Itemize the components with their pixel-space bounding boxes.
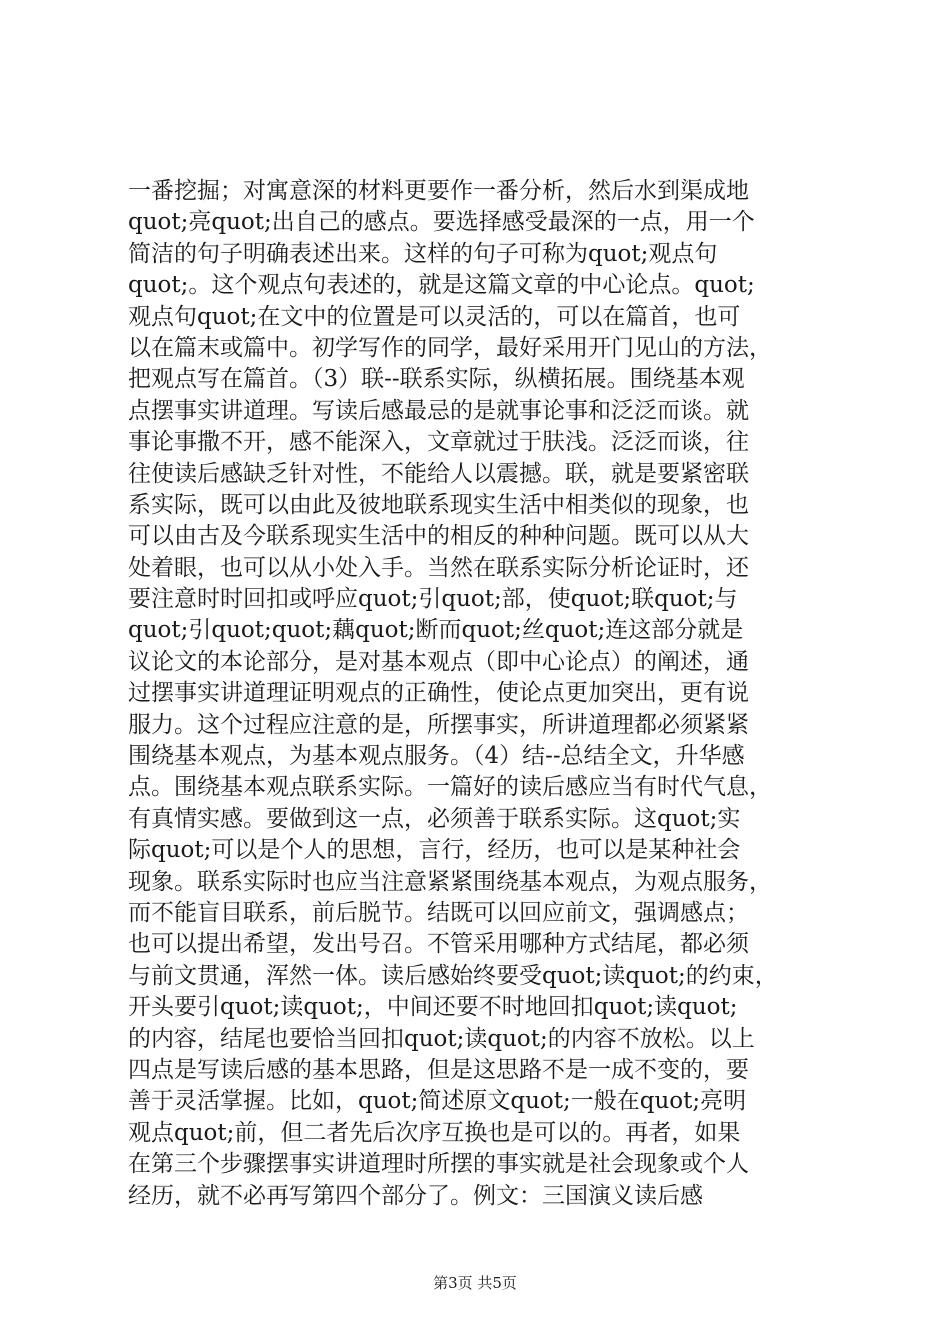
page-footer: 第3页 共5页 [433, 1274, 517, 1292]
body-text [128, 176, 840, 1212]
text-line: 现象。联系实际时也应当注意紧紧围绕基本观点，为观点服务， [128, 868, 772, 895]
text-line: 围绕基本观点，为基本观点服务。（4）结--总结全文，升华感 [128, 743, 745, 770]
text-line: 处着眼，也可以从小处入手。当然在联系实际分析论证时，还 [128, 554, 749, 581]
text-line: quot;引quot;quot;藕quot;断而quot;丝quot;连这部分就是 [128, 617, 744, 644]
text-line: 际quot;可以是个人的思想，言行，经历，也可以是某种社会 [128, 837, 741, 864]
text-line: quot;亮quot;出自己的感点。要选择感受最深的一点，用一个 [128, 209, 755, 236]
text-line: 有真情实感。要做到这一点，必须善于联系实际。这quot;实 [128, 805, 741, 832]
text-line: 的内容，结尾也要恰当回扣quot;读quot;的内容不放松。以上 [128, 1025, 755, 1052]
text-line: 简洁的句子明确表述出来。这样的句子可称为quot;观点句 [128, 240, 718, 267]
text-line: 经历，就不必再写第四个部分了。例文：三国演义读后感 [128, 1182, 703, 1209]
text-line: 也可以提出希望，发出号召。不管采用哪种方式结尾，都必须 [128, 931, 749, 958]
text-line: 观点句quot;在文中的位置是可以灵活的，可以在篇首，也可 [128, 303, 741, 330]
text-line: 一番挖掘；对寓意深的材料更要作一番分析，然后水到渠成地 [128, 178, 749, 204]
text-line: 点。围绕基本观点联系实际。一篇好的读后感应当有时代气息， [128, 774, 772, 801]
text-line: 与前文贯通，浑然一体。读后感始终要受quot;读quot;的约束， [128, 962, 778, 989]
text-line: 议论文的本论部分，是对基本观点（即中心论点）的阐述，通 [128, 648, 749, 675]
text-line: 开头要引quot;读quot;，中间还要不时地回扣quot;读quot; [128, 994, 738, 1021]
text-line: 把观点写在篇首。（3）联--联系实际，纵横拓展。围绕基本观 [128, 366, 745, 393]
text-line: 以在篇末或篇中。初学写作的同学，最好采用开门见山的方法， [128, 334, 772, 361]
text-line: 往使读后感缺乏针对性，不能给人以震撼。联，就是要紧密联 [128, 460, 749, 487]
text-line: quot;。这个观点句表述的，就是这篇文章的中心论点。quot; [128, 272, 755, 299]
text-line: 四点是写读后感的基本思路，但是这思路不是一成不变的，要 [128, 1056, 749, 1083]
text-line: 在第三个步骤摆事实讲道理时所摆的事实就是社会现象或个人 [128, 1151, 749, 1178]
text-line: 系实际，既可以由此及彼地联系现实生活中相类似的现象，也 [128, 491, 749, 518]
text-line: 事论事撒不开，感不能深入，文章就过于肤浅。泛泛而谈，往 [128, 429, 749, 456]
text-line: 善于灵活掌握。比如，quot;简述原文quot;一般在quot;亮明 [128, 1088, 747, 1115]
text-line: 可以由古及今联系现实生活中的相反的种种问题。既可以从大 [128, 523, 749, 550]
text-line: 要注意时时回扣或呼应quot;引quot;部，使quot;联quot;与 [128, 586, 738, 613]
text-line: 过摆事实讲道理证明观点的正确性，使论点更加突出，更有说 [128, 680, 749, 707]
text-line: 点摆事实讲道理。写读后感最忌的是就事论事和泛泛而谈。就 [128, 397, 749, 424]
text-line: 服力。这个过程应注意的是，所摆事实，所讲道理都必须紧紧 [128, 711, 749, 738]
text-line: 而不能盲目联系，前后脱节。结既可以回应前文，强调感点； [128, 899, 749, 926]
text-line: 观点quot;前，但二者先后次序互换也是可以的。再者，如果 [128, 1119, 741, 1146]
